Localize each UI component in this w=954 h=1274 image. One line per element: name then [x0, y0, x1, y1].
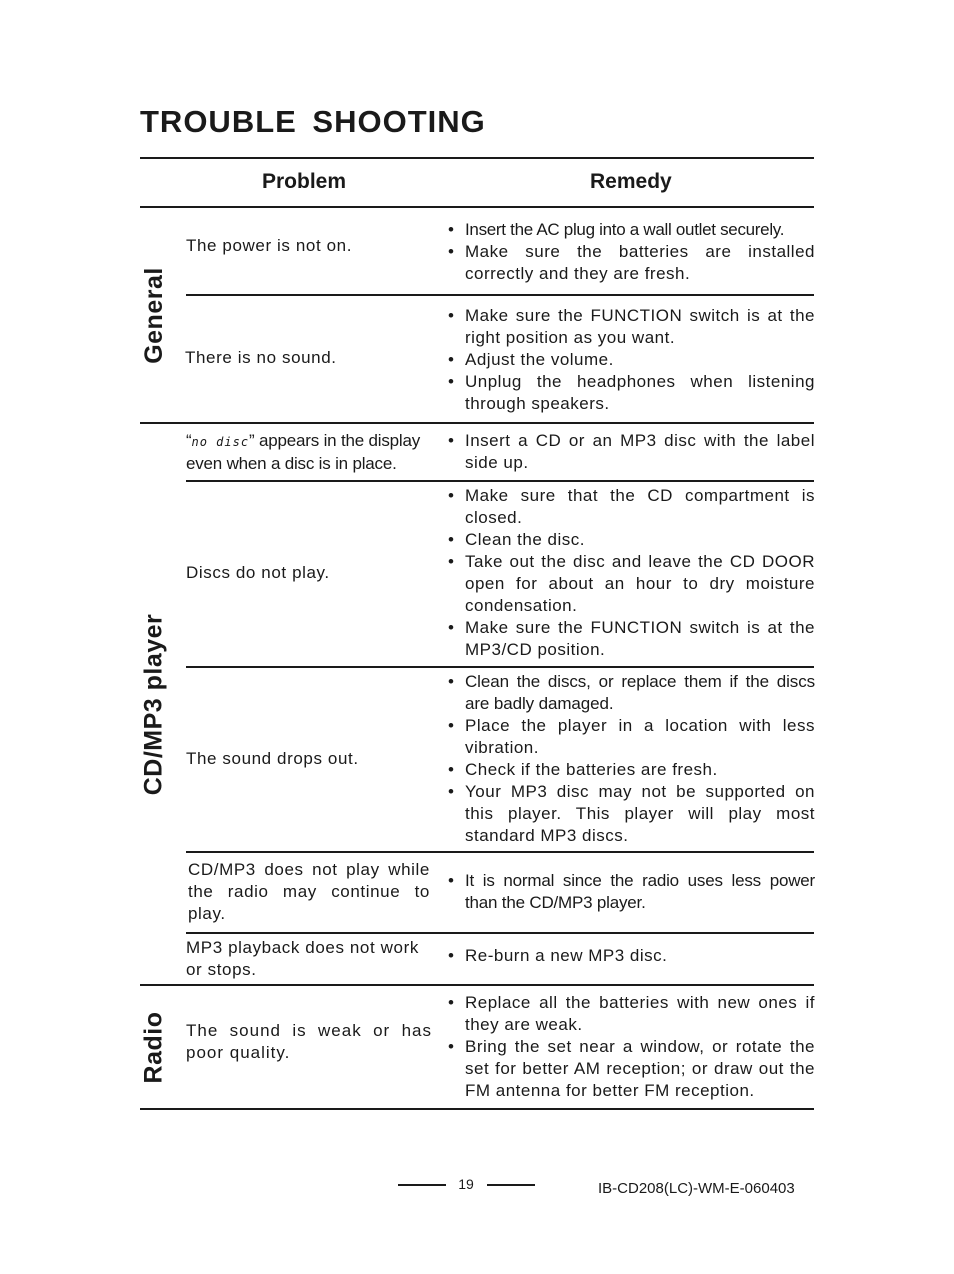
section-divider	[140, 422, 814, 424]
remedy-item: • Adjust the volume.	[447, 349, 815, 371]
remedy-item: • Clean the discs, or replace them if the discs are badly damaged.	[447, 671, 815, 715]
remedy-item: • Make sure the FUNCTION switch is at the right position as you want.	[447, 305, 815, 349]
problem-text: The power is not on.	[186, 236, 353, 255]
remedy-item: • Replace all the batteries with new ones if they are weak.	[447, 992, 815, 1036]
page-number: 19	[458, 1176, 474, 1192]
remedy-item: • Take out the disc and leave the CD DOOR open for about an hour to dry moisture condensation.	[447, 551, 815, 617]
remedy-item: • Insert the AC plug into a wall outlet securely.	[447, 219, 815, 241]
problem-text: MP3 playback does not work or stops.	[186, 938, 419, 979]
footer-rule-right	[487, 1184, 535, 1186]
section-label-radio: Radio	[139, 1011, 168, 1083]
page-title: TROUBLE SHOOTING	[140, 104, 486, 139]
remedy-list	[447, 214, 815, 290]
remedy-item: • Re-burn a new MP3 disc.	[447, 945, 815, 967]
remedy-item: • Clean the disc.	[447, 529, 815, 551]
document-code: IB-CD208(LC)-WM-E-060403	[598, 1180, 795, 1197]
problem-text: “no disc” appears in the display even when a disc is in place.	[186, 430, 421, 473]
remedy-list	[447, 298, 815, 422]
remedy-item: • Bring the set near a window, or rotate the set for better AM reception; or draw out the FM antenna for better FM reception.	[447, 1036, 815, 1102]
remedy-item: • It is normal since the radio uses less power than the CD/MP3 player.	[447, 870, 815, 914]
problem-text: Discs do not play.	[186, 563, 330, 582]
footer-rule-left	[398, 1184, 446, 1186]
remedy-list	[447, 426, 815, 478]
remedy-list	[447, 990, 815, 1104]
no-disc-display-text: no disc	[191, 434, 250, 449]
remedy-list	[447, 668, 815, 850]
problem-text: The sound is weak or has poor quality.	[186, 1021, 432, 1062]
remedy-list	[447, 482, 815, 664]
section-label-cd-mp3-player: CD/MP3 player	[139, 613, 168, 795]
section-label-general: General	[139, 266, 168, 364]
remedy-item: • Make sure the batteries are installed correctly and they are fresh.	[447, 241, 815, 285]
remedy-list	[447, 854, 815, 930]
remedy-item: • Check if the batteries are fresh.	[447, 759, 815, 781]
remedy-header: Remedy	[590, 170, 672, 193]
remedy-item: • Make sure the FUNCTION switch is at the MP3/CD position.	[447, 617, 815, 661]
problem-text: CD/MP3 does not play while the radio may continue to play.	[188, 860, 430, 923]
remedy-item: • Insert a CD or an MP3 disc with the label side up.	[447, 430, 815, 474]
section-divider	[140, 984, 814, 986]
problem-text: There is no sound.	[185, 348, 337, 367]
remedy-item: • Place the player in a location with less vibration.	[447, 715, 815, 759]
problem-text: The sound drops out.	[186, 749, 359, 768]
problem-header: Problem	[262, 170, 347, 193]
row-divider	[186, 851, 814, 853]
remedy-item: • Unplug the headphones when listening through speakers.	[447, 371, 815, 415]
remedy-list	[447, 932, 815, 980]
bottom-rule	[140, 1108, 814, 1110]
remedy-item: • Your MP3 disc may not be supported on this player. This player will play most standard MP3 discs.	[447, 781, 815, 847]
top-rule	[140, 157, 814, 159]
remedy-item: • Make sure that the CD compartment is closed.	[447, 485, 815, 529]
